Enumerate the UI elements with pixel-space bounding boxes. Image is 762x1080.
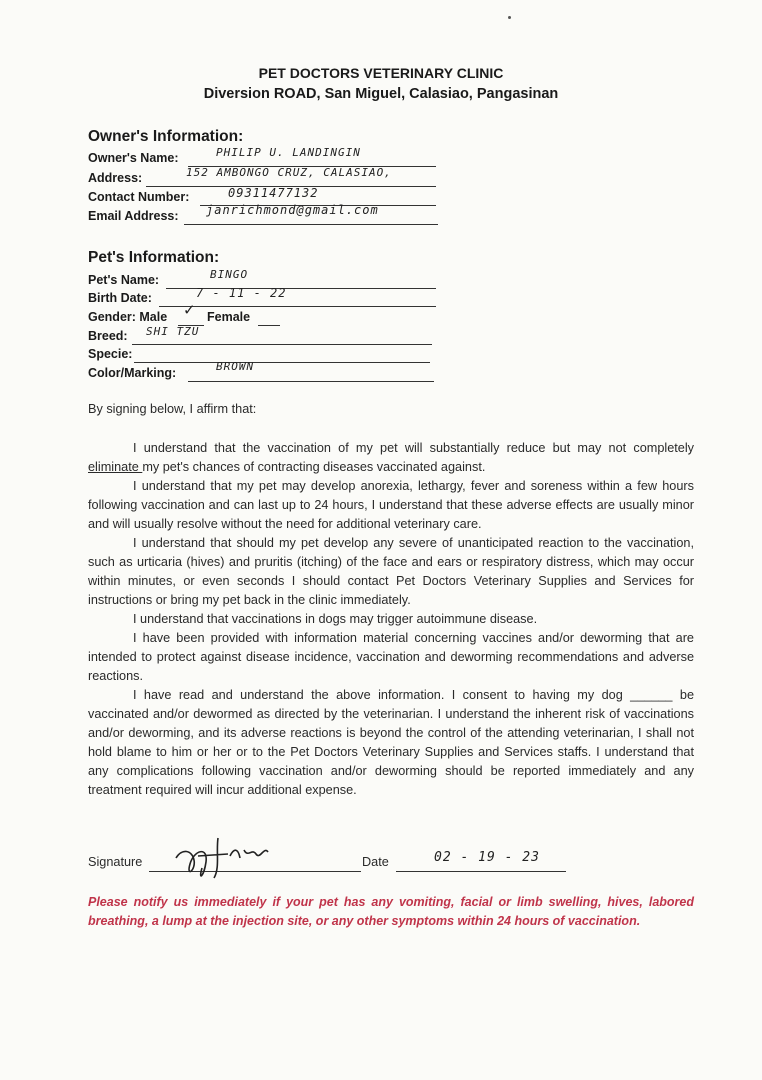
pet-section-title: Pet's Information: [88, 249, 220, 266]
birth-date-line [159, 306, 436, 307]
post-vaccination-notice: Please notify us immediately if your pet has any vomiting, facial or limb swelling, hives, labored breathing, a lump at the injection site, or any other symptoms within 24 hours of vaccination. [88, 895, 694, 928]
date-line [396, 871, 566, 872]
color-marking-line [188, 381, 434, 382]
date-label: Date [362, 855, 389, 869]
breed-label: Breed: [88, 329, 128, 343]
pet-name-value[interactable]: BINGO [210, 268, 249, 281]
consent-paragraph-6: I have read and understand the above information. I consent to having my dog ______ be vaccinated and/or dewormed as directed by the veterinarian. I understand the inherent risk of vaccinations and/or deworming, and its adverse reactions is beyond the control of the attending veterinarian, I shall not hold blame to him or her or to the Pet Doctors Veterinary Supplies and Services staffs. I understand that any complications following vaccination and/or deworming should be reported immediately and any treatment required will incur additional expense. [88, 688, 694, 797]
signature-label: Signature [88, 855, 143, 869]
address-value[interactable]: 152 AMBONGO CRUZ, CALASIAO, [186, 166, 392, 179]
color-marking-label: Color/Marking: [88, 366, 177, 380]
clinic-address: Diversion ROAD, San Miguel, Calasiao, Pangasinan [203, 86, 559, 102]
consent-paragraph-3: I understand that should my pet develop any severe of unanticipated reaction to the vaccination, such as urticaria (hives) and pruritis (itching) of the face and ears or respiratory distress, which may occur within minutes, or even seconds I should contact Pet Doctors Veterinary Supplies and Services for instructions or bring my pet back in the clinic immediately. [88, 536, 694, 607]
color-marking-value[interactable]: BROWN [216, 360, 255, 373]
email-line [184, 224, 438, 225]
clinic-name: PET DOCTORS VETERINARY CLINIC [258, 65, 504, 81]
consent-body [88, 439, 694, 800]
gender-female-line[interactable] [258, 325, 280, 326]
contact-label: Contact Number: [88, 190, 190, 204]
email-value[interactable]: janrichmond@gmail.com [206, 203, 379, 217]
owner-section-title: Owner's Information: [88, 128, 244, 145]
owner-name-label: Owner's Name: [88, 151, 179, 165]
date-value[interactable]: 02 - 19 - 23 [434, 850, 540, 865]
gender-male-check[interactable]: ✓ [184, 300, 196, 320]
gender-male-label: Gender: Male [88, 310, 168, 324]
pet-name-label: Pet's Name: [88, 273, 160, 287]
email-label: Email Address: [88, 209, 179, 223]
breed-value[interactable]: SHI TZU [146, 325, 200, 338]
consent-paragraph-2: I understand that my pet may develop anorexia, lethargy, fever and soreness within a few hours following vaccination and can last up to 24 hours, I understand that these adverse effects are usually minor and will usually resolve without the need for additional veterinary care. [88, 479, 694, 531]
address-label: Address: [88, 171, 143, 185]
signature-row [88, 855, 142, 869]
specie-line[interactable] [134, 362, 430, 363]
signature-scribble [168, 828, 288, 886]
scan-speck [508, 16, 511, 19]
contact-value[interactable]: 09311477132 [228, 186, 319, 200]
consent-paragraph-5: I have been provided with information material concerning vaccines and/or deworming that are intended to protect against disease incidence, vaccination and deworming recommendations and adverse reactions. [88, 631, 694, 683]
affirm-intro: By signing below, I affirm that: [88, 402, 257, 416]
consent-paragraph-1: I understand that the vaccination of my pet will substantially reduce but may not completely eliminate my pet's chances of contracting diseases vaccinated against. [88, 441, 694, 474]
consent-paragraph-4: I understand that vaccinations in dogs may trigger autoimmune disease. [133, 612, 538, 626]
owner-name-value[interactable]: PHILIP U. LANDINGIN [216, 146, 361, 159]
specie-label: Specie: [88, 347, 133, 361]
birth-date-value[interactable]: 7 - 11 - 22 [196, 286, 287, 300]
gender-female-label: Female [207, 310, 251, 324]
birth-date-label: Birth Date: [88, 291, 152, 305]
breed-line [132, 344, 432, 345]
